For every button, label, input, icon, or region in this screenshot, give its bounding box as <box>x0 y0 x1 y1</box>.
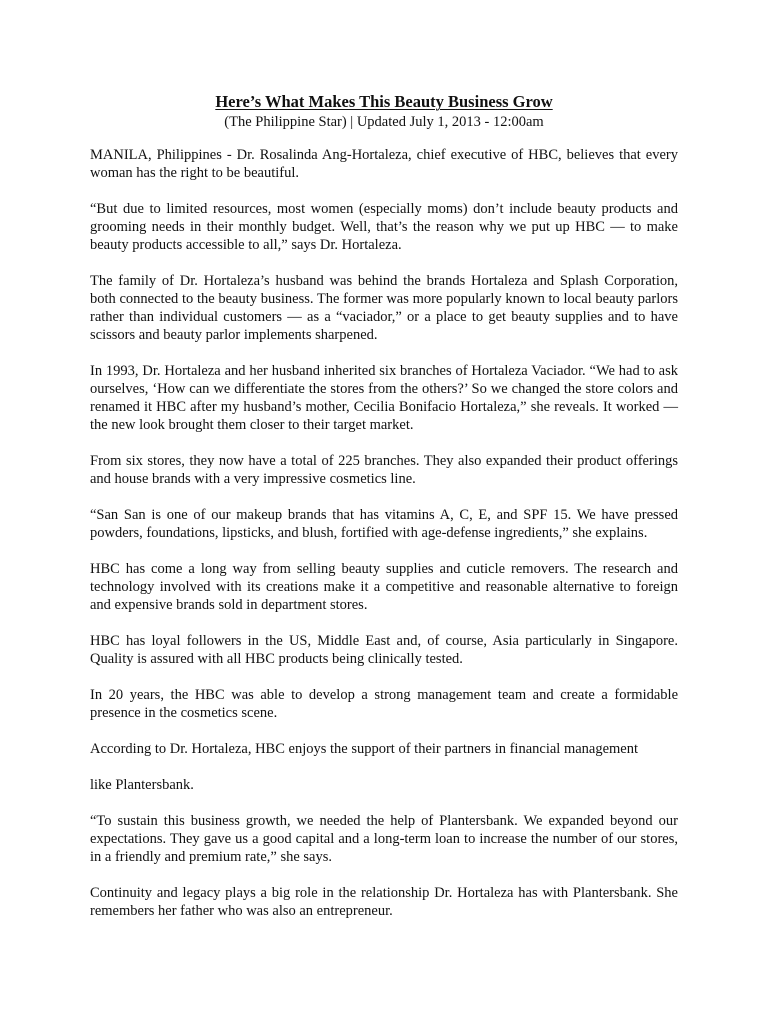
paragraph-2: “But due to limited resources, most women (especially moms) don’t include beauty products and grooming needs in their monthly budget. Well, that’s the reason why we put up HBC — to make beauty products accessible to all,” says Dr. Hortaleza. <box>90 201 678 253</box>
article-title: Here’s What Makes This Beauty Business Grow <box>215 92 553 111</box>
document-page <box>90 92 678 920</box>
paragraph-11: like Plantersbank. <box>90 777 194 793</box>
paragraph-9: In 20 years, the HBC was able to develop a strong management team and create a formidable presence in the cosmetics scene. <box>90 687 678 721</box>
paragraph-4: In 1993, Dr. Hortaleza and her husband inherited six branches of Hortaleza Vaciador. “We had to ask ourselves, ‘How can we differentiate the stores from the others?’ So we changed the store colors and renamed it HBC after my husband’s mother, Cecilia Bonifacio Hortaleza,” she reveals. It worked — the new look brought them closer to their target market. <box>90 363 678 433</box>
article-byline: (The Philippine Star) | Updated July 1, 2013 - 12:00am <box>224 114 544 130</box>
paragraph-3: The family of Dr. Hortaleza’s husband was behind the brands Hortaleza and Splash Corporation, both connected to the beauty business. The former was more popularly known to local beauty parlors rather than individual customers — as a “vaciador,” or a place to get beauty supplies and to have scissors and beauty parlor implements sharpened. <box>90 273 678 343</box>
paragraph-12: “To sustain this business growth, we needed the help of Plantersbank. We expanded beyond our expectations. They gave us a good capital and a long-term loan to increase the number of our stores, in a friendly and premium rate,” she says. <box>90 813 678 865</box>
paragraph-6: “San San is one of our makeup brands that has vitamins A, C, E, and SPF 15. We have pressed powders, foundations, lipsticks, and blush, fortified with age-defense ingredients,” she explains. <box>90 507 678 541</box>
paragraph-5: From six stores, they now have a total of 225 branches. They also expanded their product offerings and house brands with a very impressive cosmetics line. <box>90 453 678 487</box>
paragraph-7: HBC has come a long way from selling beauty supplies and cuticle removers. The research and technology involved with its creations make it a competitive and reasonable alternative to foreign and expensive brands sold in department stores. <box>90 561 678 613</box>
paragraph-8: HBC has loyal followers in the US, Middle East and, of course, Asia particularly in Singapore. Quality is assured with all HBC products being clinically tested. <box>90 633 678 667</box>
paragraph-1: MANILA, Philippines - Dr. Rosalinda Ang-Hortaleza, chief executive of HBC, believes that every woman has the right to be beautiful. <box>90 147 678 181</box>
paragraph-10: According to Dr. Hortaleza, HBC enjoys the support of their partners in financial management <box>90 741 639 757</box>
paragraph-13: Continuity and legacy plays a big role in the relationship Dr. Hortaleza has with Plantersbank. She remembers her father who was also an entrepreneur. <box>90 885 678 919</box>
